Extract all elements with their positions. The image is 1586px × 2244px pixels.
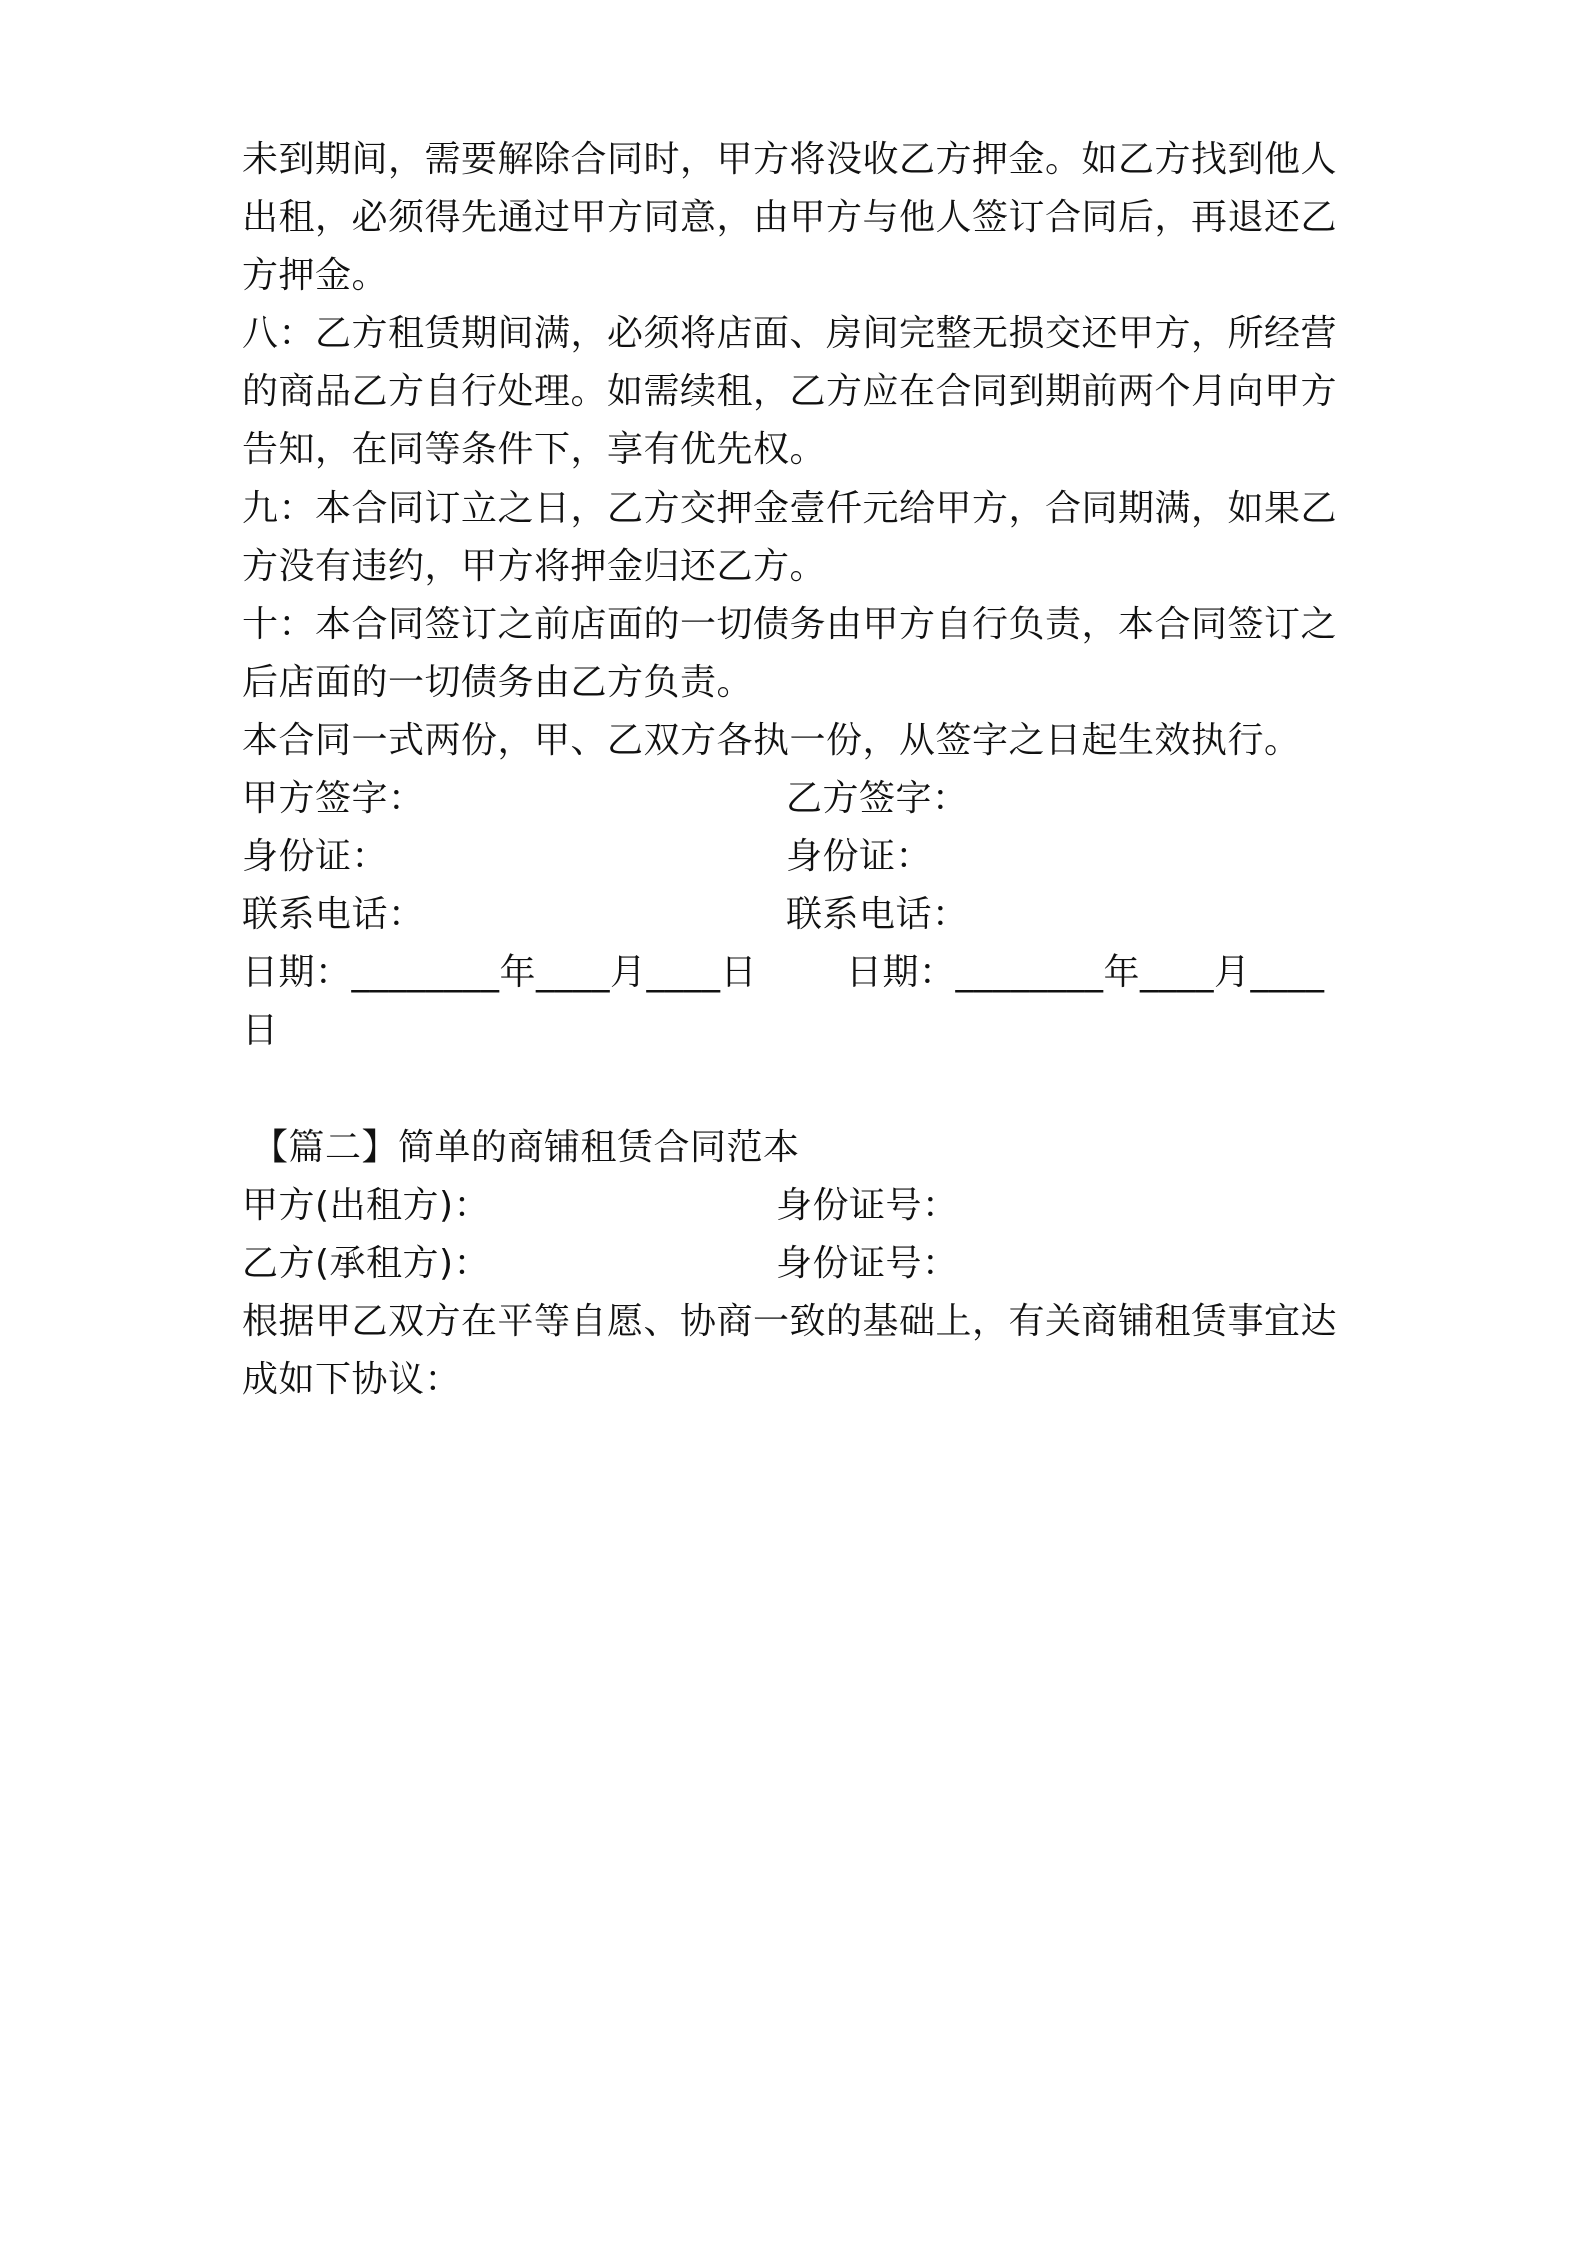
copies-statement: 本合同一式两份，甲、乙双方各执一份，从签字之日起生效执行。 <box>242 720 1301 761</box>
party-b-date-tail: 日 <box>242 1010 279 1051</box>
paragraph-line: 的商品乙方自行处理。如需续租，乙方应在合同到期前两个月向甲方 <box>242 371 1338 412</box>
party-a-phone-label: 联系电话： <box>242 894 425 935</box>
paragraph-line: 出租，必须得先通过甲方同意，由甲方与他人签订合同后，再退还乙 <box>242 197 1338 238</box>
party-b-phone-label: 联系电话： <box>786 894 969 935</box>
lessor-id-label: 身份证号： <box>776 1185 959 1226</box>
lessee-id-label: 身份证号： <box>776 1243 959 1284</box>
clause-nine-line: 九：本合同订立之日，乙方交押金壹仟元给甲方，合同期满，如果乙 <box>242 488 1338 529</box>
agreement-intro-line: 成如下协议： <box>242 1359 462 1400</box>
lessor-label: 甲方(出租方)： <box>242 1185 491 1226</box>
paragraph-line: 未到期间，需要解除合同时，甲方将没收乙方押金。如乙方找到他人 <box>242 139 1338 180</box>
paragraph-line: 方没有违约，甲方将押金归还乙方。 <box>242 546 827 587</box>
paragraph-line: 后店面的一切债务由乙方负责。 <box>242 662 754 703</box>
clause-ten-line: 十：本合同签订之前店面的一切债务由甲方自行负责，本合同签订之 <box>242 604 1338 645</box>
party-b-date-line: 日期：________年____月____ <box>846 952 1325 993</box>
lessee-label: 乙方(承租方)： <box>242 1243 491 1284</box>
agreement-intro-line: 根据甲乙双方在平等自愿、协商一致的基础上，有关商铺租赁事宜达 <box>242 1301 1338 1342</box>
paragraph-line: 告知，在同等条件下，享有优先权。 <box>242 429 827 470</box>
section-two-heading: 【篇二】简单的商铺租赁合同范本 <box>252 1127 800 1168</box>
party-a-signature-label: 甲方签字： <box>242 778 425 819</box>
party-a-date-line: 日期：________年____月____日 <box>242 952 758 993</box>
party-b-id-label: 身份证： <box>786 836 933 877</box>
party-a-id-label: 身份证： <box>242 836 389 877</box>
paragraph-line: 方押金。 <box>242 255 389 296</box>
party-b-signature-label: 乙方签字： <box>786 778 969 819</box>
clause-eight-line: 八：乙方租赁期间满，必须将店面、房间完整无损交还甲方，所经营 <box>242 313 1338 354</box>
